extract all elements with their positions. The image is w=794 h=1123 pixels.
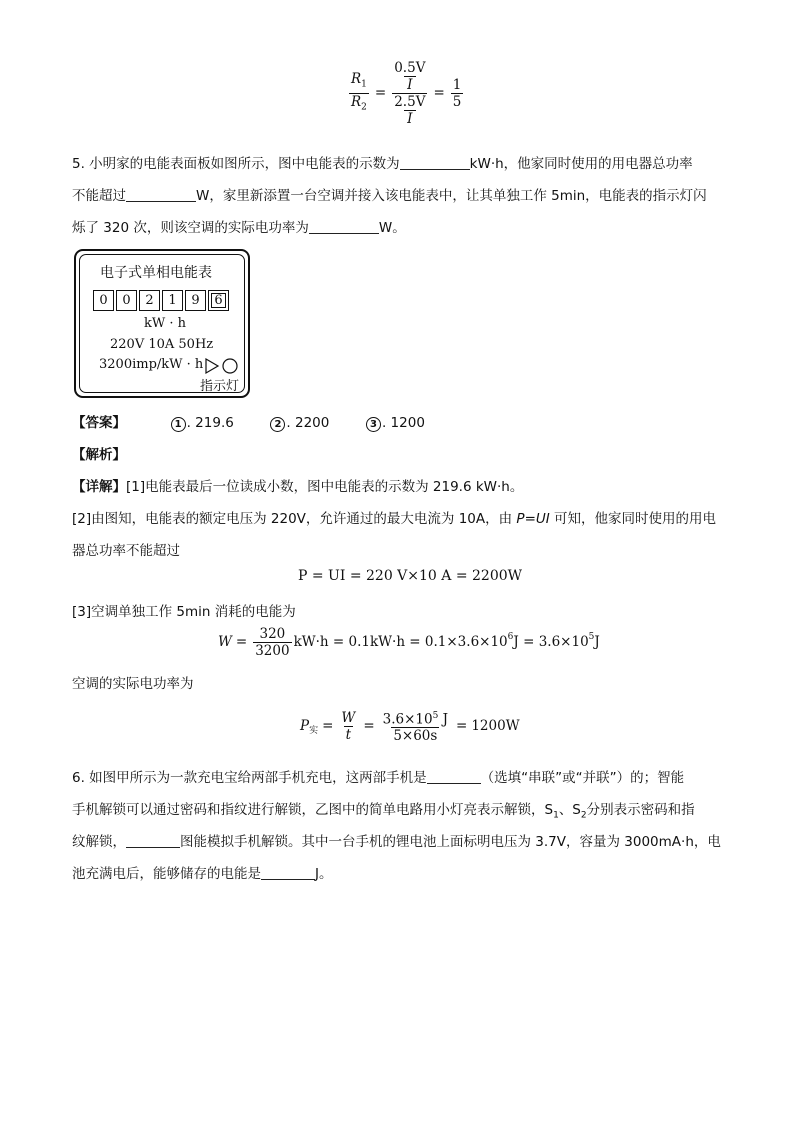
answer-label: 【答案】	[72, 415, 126, 431]
actual-power-equation: P $_实$ = $\frac{W}{t}$ = $\frac{3.6\times 10^5 J}{5\times 60s}$ = 1200W	[300, 709, 520, 745]
q5-line3: 烁了 320 次，则该空调的实际电功率为 W。	[72, 220, 406, 236]
meter-decimal-digit: 6	[208, 290, 229, 311]
answer-blank[interactable]	[126, 187, 196, 202]
meter-digit: 1	[162, 290, 183, 311]
detail-p1: 【详解】[1]电能表最后一位读成小数，图中电能表的示数为 219.6 kW·h。	[72, 479, 524, 495]
answer-line	[72, 411, 425, 432]
indicator-light-icon	[204, 357, 240, 375]
result-ratio: $\frac{1}{5}$	[452, 76, 462, 110]
detail-p2: [2]由图知，电能表的额定电压为 220V，允许通过的最大电流为 10A，由 P=UI 可知，他家同时使用的用电	[72, 511, 717, 527]
answer-blank[interactable]	[126, 833, 180, 848]
q5-line1: 5. 小明家的电能表面板如图所示，图中电能表的示数为 kW·h，他家同时使用的用电器总功率	[72, 156, 693, 172]
detail-p3: [3]空调单独工作 5min 消耗的电能为	[72, 604, 296, 620]
meter-digit: 0	[116, 290, 137, 311]
q6-line2: 手机解锁可以通过密码和指纹进行解锁，乙图中的简单电路用小灯亮表示解锁，$S_1$、$S_2$分别表示密码和指	[72, 802, 695, 821]
resistance-ratio: $\frac{R_1}{R_2}$	[349, 71, 369, 115]
q6-line3: 纹解锁， 图能模拟手机解锁。其中一台手机的锂电池上面标明电压为 3.7V，容量为 3000mA·h，电	[72, 834, 721, 850]
q5-line2: 不能超过 W，家里新添置一台空调并接入该电能表中，让其单独工作 5min，电能表的指示灯闪	[72, 188, 707, 204]
meter-constant: 3200imp/kW · h	[99, 357, 204, 372]
power-equation: P = UI = 220 V×10 A = 2200W	[298, 568, 523, 584]
electric-meter-figure	[74, 249, 250, 398]
answer-blank[interactable]	[400, 155, 470, 170]
detail-p4: 空调的实际电功率为	[72, 676, 194, 692]
meter-unit: kW · h	[144, 316, 187, 331]
answer-blank[interactable]	[427, 769, 481, 784]
meter-digit: 2	[139, 290, 160, 311]
meter-digit: 0	[93, 290, 114, 311]
q6-line1: 6. 如图甲所示为一款充电宝给两部手机充电，这两部手机是 （选填“串联”或“并联”）的；智能	[72, 770, 685, 786]
answer-blank[interactable]	[261, 865, 315, 880]
analysis-label: 【解析】	[72, 447, 126, 463]
meter-digit: 9	[185, 290, 206, 311]
detail-p2-line2: 器总功率不能超过	[72, 543, 180, 559]
answer-blank[interactable]	[309, 219, 379, 234]
voltage-current-ratio: 0.5V I 2.5V I	[394, 59, 426, 127]
meter-title: 电子式单相电能表	[100, 265, 212, 281]
meter-rating: 220V 10A 50Hz	[110, 337, 214, 352]
energy-equation: W = $\frac{320}{3200}$ kW·h = 0.1kW·h = 0.1×3.6×10 $^6$ J = 3.6×10 $^5$ J	[218, 625, 600, 659]
q6-line4: 池充满电后，能够储存的电能是 J。	[72, 866, 333, 882]
indicator-label: 指示灯	[200, 379, 240, 394]
ratio-formula: $\frac{R_1}{R_2}$ = 0.5V I 2.5V I = $\frac{1}{5}$	[351, 59, 462, 127]
answer-item: 3 . 1200	[366, 415, 425, 431]
answer-item: 1 . 219.6	[171, 415, 234, 431]
answer-item: 2 . 2200	[270, 415, 329, 431]
